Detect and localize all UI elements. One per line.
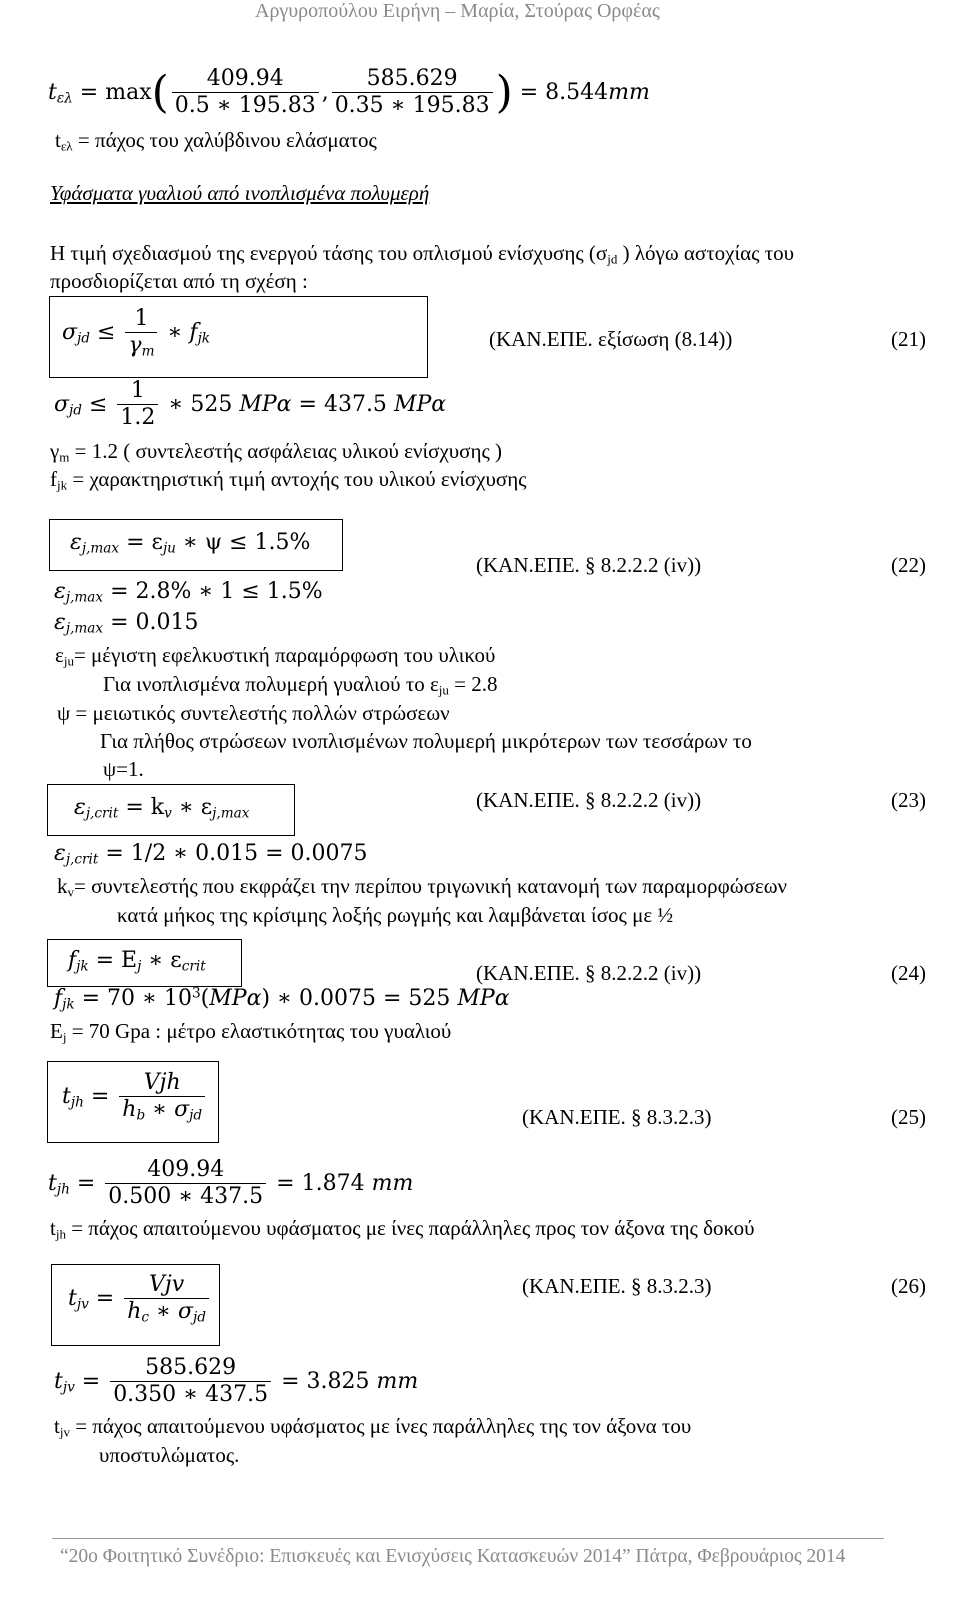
fjk-definition: $f_{jk} = \chi\alpha\rho\alpha\kappa\tau\eta\rho\iota\sigma\tau\iota\kappa ή$ τιμή αντοχής του υλικού ενίσχυσης	[50, 467, 527, 493]
kv-note: κατά μήκος της κρίσιμης λοξής ρωγμής και λαμβάνεται ίσος με ½	[117, 903, 674, 927]
intro-line-1: Η τιμή σχεδιασμού της ενεργού τάσης του οπλισμού ενίσχυσης ($\sigma_{jd}$ ) λόγω αστοχίας του	[50, 241, 795, 267]
tjh-definition: $t_{jh} = \pi ά\chi o\varsigma$ απαιτούμενου υφάσματος με ίνες παράλληλες προς τον άξονα της δοκού	[50, 1216, 755, 1242]
equation-22-number: (22)	[891, 553, 926, 577]
equation-26-calc: $t_{jv}$ = $\frac{585.629}{0.350 ∗ 437.5}$ = 3.825 mm	[54, 1355, 419, 1408]
equation-26: $t_{jv}$ = $\frac{\text{Vjv}}{h_c ∗ \sigma_{jd}}$	[68, 1272, 212, 1326]
equation-26-number: (26)	[891, 1274, 926, 1298]
tel-equation: $t_{\varepsilon\lambda} = \max$( $\frac{409.94}{0.5 ∗ 195.83}$ , $\frac{585.629}{0.35 ∗ 195.83}$ ) = 8.544mm	[48, 66, 650, 119]
equation-23-calc: $\varepsilon_{j,crit} = 1/2$ ∗ 0.015 = 0.0075	[54, 841, 368, 868]
equation-21: $\sigma_{jd}$ ≤ $\frac{1}{\gamma_m}$ ∗ $f_{jk}$	[62, 306, 211, 360]
intro-line-2: προσδιορίζεται από τη σχέση :	[50, 269, 308, 293]
equation-22: $\varepsilon_{j,max} = \varepsilon_{ju}$ ∗ ψ ≤ 1.5%	[70, 530, 311, 557]
psi-note-line-1: Για πλήθος στρώσεων ινοπλισμένων πολυμερή μικρότερων των τεσσάρων το	[100, 729, 752, 753]
equation-24-calc: $f_{jk} = 70$ ∗ $10^3(MP\alpha)$ ∗ 0.0075 = 525 MPα	[54, 985, 510, 1013]
tjv-definition-line-2: υποστυλώματος.	[99, 1443, 240, 1467]
psi-definition: ψ = μειωτικός συντελεστής πολλών στρώσεων	[57, 701, 450, 725]
equation-23: $\varepsilon_{j,crit} = k_v$ ∗ $\varepsilon_{j,max}$	[74, 795, 250, 822]
equation-23-ref: (ΚΑΝ.ΕΠΕ. § 8.2.2.2 (iv))	[476, 788, 702, 812]
running-header: Αργυροπούλου Ειρήνη – Μαρία, Στούρας Ορφέας	[255, 0, 660, 22]
equation-23-number: (23)	[891, 788, 926, 812]
running-footer: “20ο Φοιτητικό Συνέδριο: Επισκευές και Ενισχύσεις Κατασκευών 2014” Πάτρα, Φεβρουάριος 2014	[60, 1546, 846, 1567]
equation-26-ref: (ΚΑΝ.ΕΠΕ. § 8.3.2.3)	[522, 1274, 712, 1298]
equation-22-calc-1: $\varepsilon_{j,max} = 2.8\%$ ∗ 1 ≤ 1.5%	[54, 579, 323, 606]
eju-definition: $\varepsilon_{ju}= \mu έ\gamma\iota\sigma\tau\eta$ εφελκυστική παραμόρφωση του υλικού	[55, 643, 496, 669]
equation-24: $f_{jk} = E_j$ ∗ $\varepsilon_{crit}$	[68, 948, 206, 975]
equation-22-ref: (ΚΑΝ.ΕΠΕ. § 8.2.2.2 (iv))	[476, 553, 702, 577]
tel-definition: $t_{\varepsilon\lambda} = \pi ά\chi o\varsigma$ του χαλύβδινου ελάσματος	[55, 128, 377, 154]
equation-25: $t_{jh}$ = $\frac{\text{Vjh}}{h_b ∗ \sigma_{jd}}$	[62, 1070, 208, 1124]
eju-value-note: Για ινοπλισμένα πολυμερή γυαλιού το $\varepsilon_{ju} = 2.8$	[103, 672, 498, 698]
tjv-definition: $t_{jv} = \pi ά\chi o\varsigma$ απαιτούμενου υφάσματος με ίνες παράλληλες της τον άξονα του	[54, 1414, 692, 1440]
kv-definition: $k_v= \sigma\upsilon\nu\tau\varepsilon\lambda\varepsilon\sigma\tau ή\varsigma$ που εκφράζει την περίπου τριγωνική κατανομή των παραμορφώσεων	[57, 874, 788, 900]
equation-24-ref: (ΚΑΝ.ΕΠΕ. § 8.2.2.2 (iv))	[476, 961, 702, 985]
ej-definition: $E_j = 70$ Gpa : μέτρο ελαστικότητας του γυαλιού	[50, 1019, 452, 1045]
equation-21-number: (21)	[891, 327, 926, 351]
equation-25-ref: (ΚΑΝ.ΕΠΕ. § 8.3.2.3)	[522, 1105, 712, 1129]
footer-rule	[52, 1538, 884, 1539]
equation-21-ref: (ΚΑΝ.ΕΠΕ. εξίσωση (8.14))	[489, 327, 733, 351]
equation-25-number: (25)	[891, 1105, 926, 1129]
equation-25-calc: $t_{jh}$ = $\frac{409.94}{0.500 ∗ 437.5}$ = 1.874 mm	[48, 1157, 414, 1210]
psi-note-line-2: ψ=1.	[103, 757, 144, 781]
equation-21-calc: $\sigma_{jd}$ ≤ $\frac{1}{1.2}$ ∗ 525 MPα = 437.5 MPα	[54, 378, 447, 431]
section-title: Υφάσματα γυαλιού από ινοπλισμένα πολυμερή	[50, 181, 430, 205]
gamma-m-definition: $\gamma_m = 1.2$ ( συντελεστής ασφάλειας υλικού ενίσχυσης )	[50, 439, 503, 465]
equation-24-number: (24)	[891, 961, 926, 985]
equation-22-calc-2: $\varepsilon_{j,max} = 0.015$	[54, 610, 199, 637]
